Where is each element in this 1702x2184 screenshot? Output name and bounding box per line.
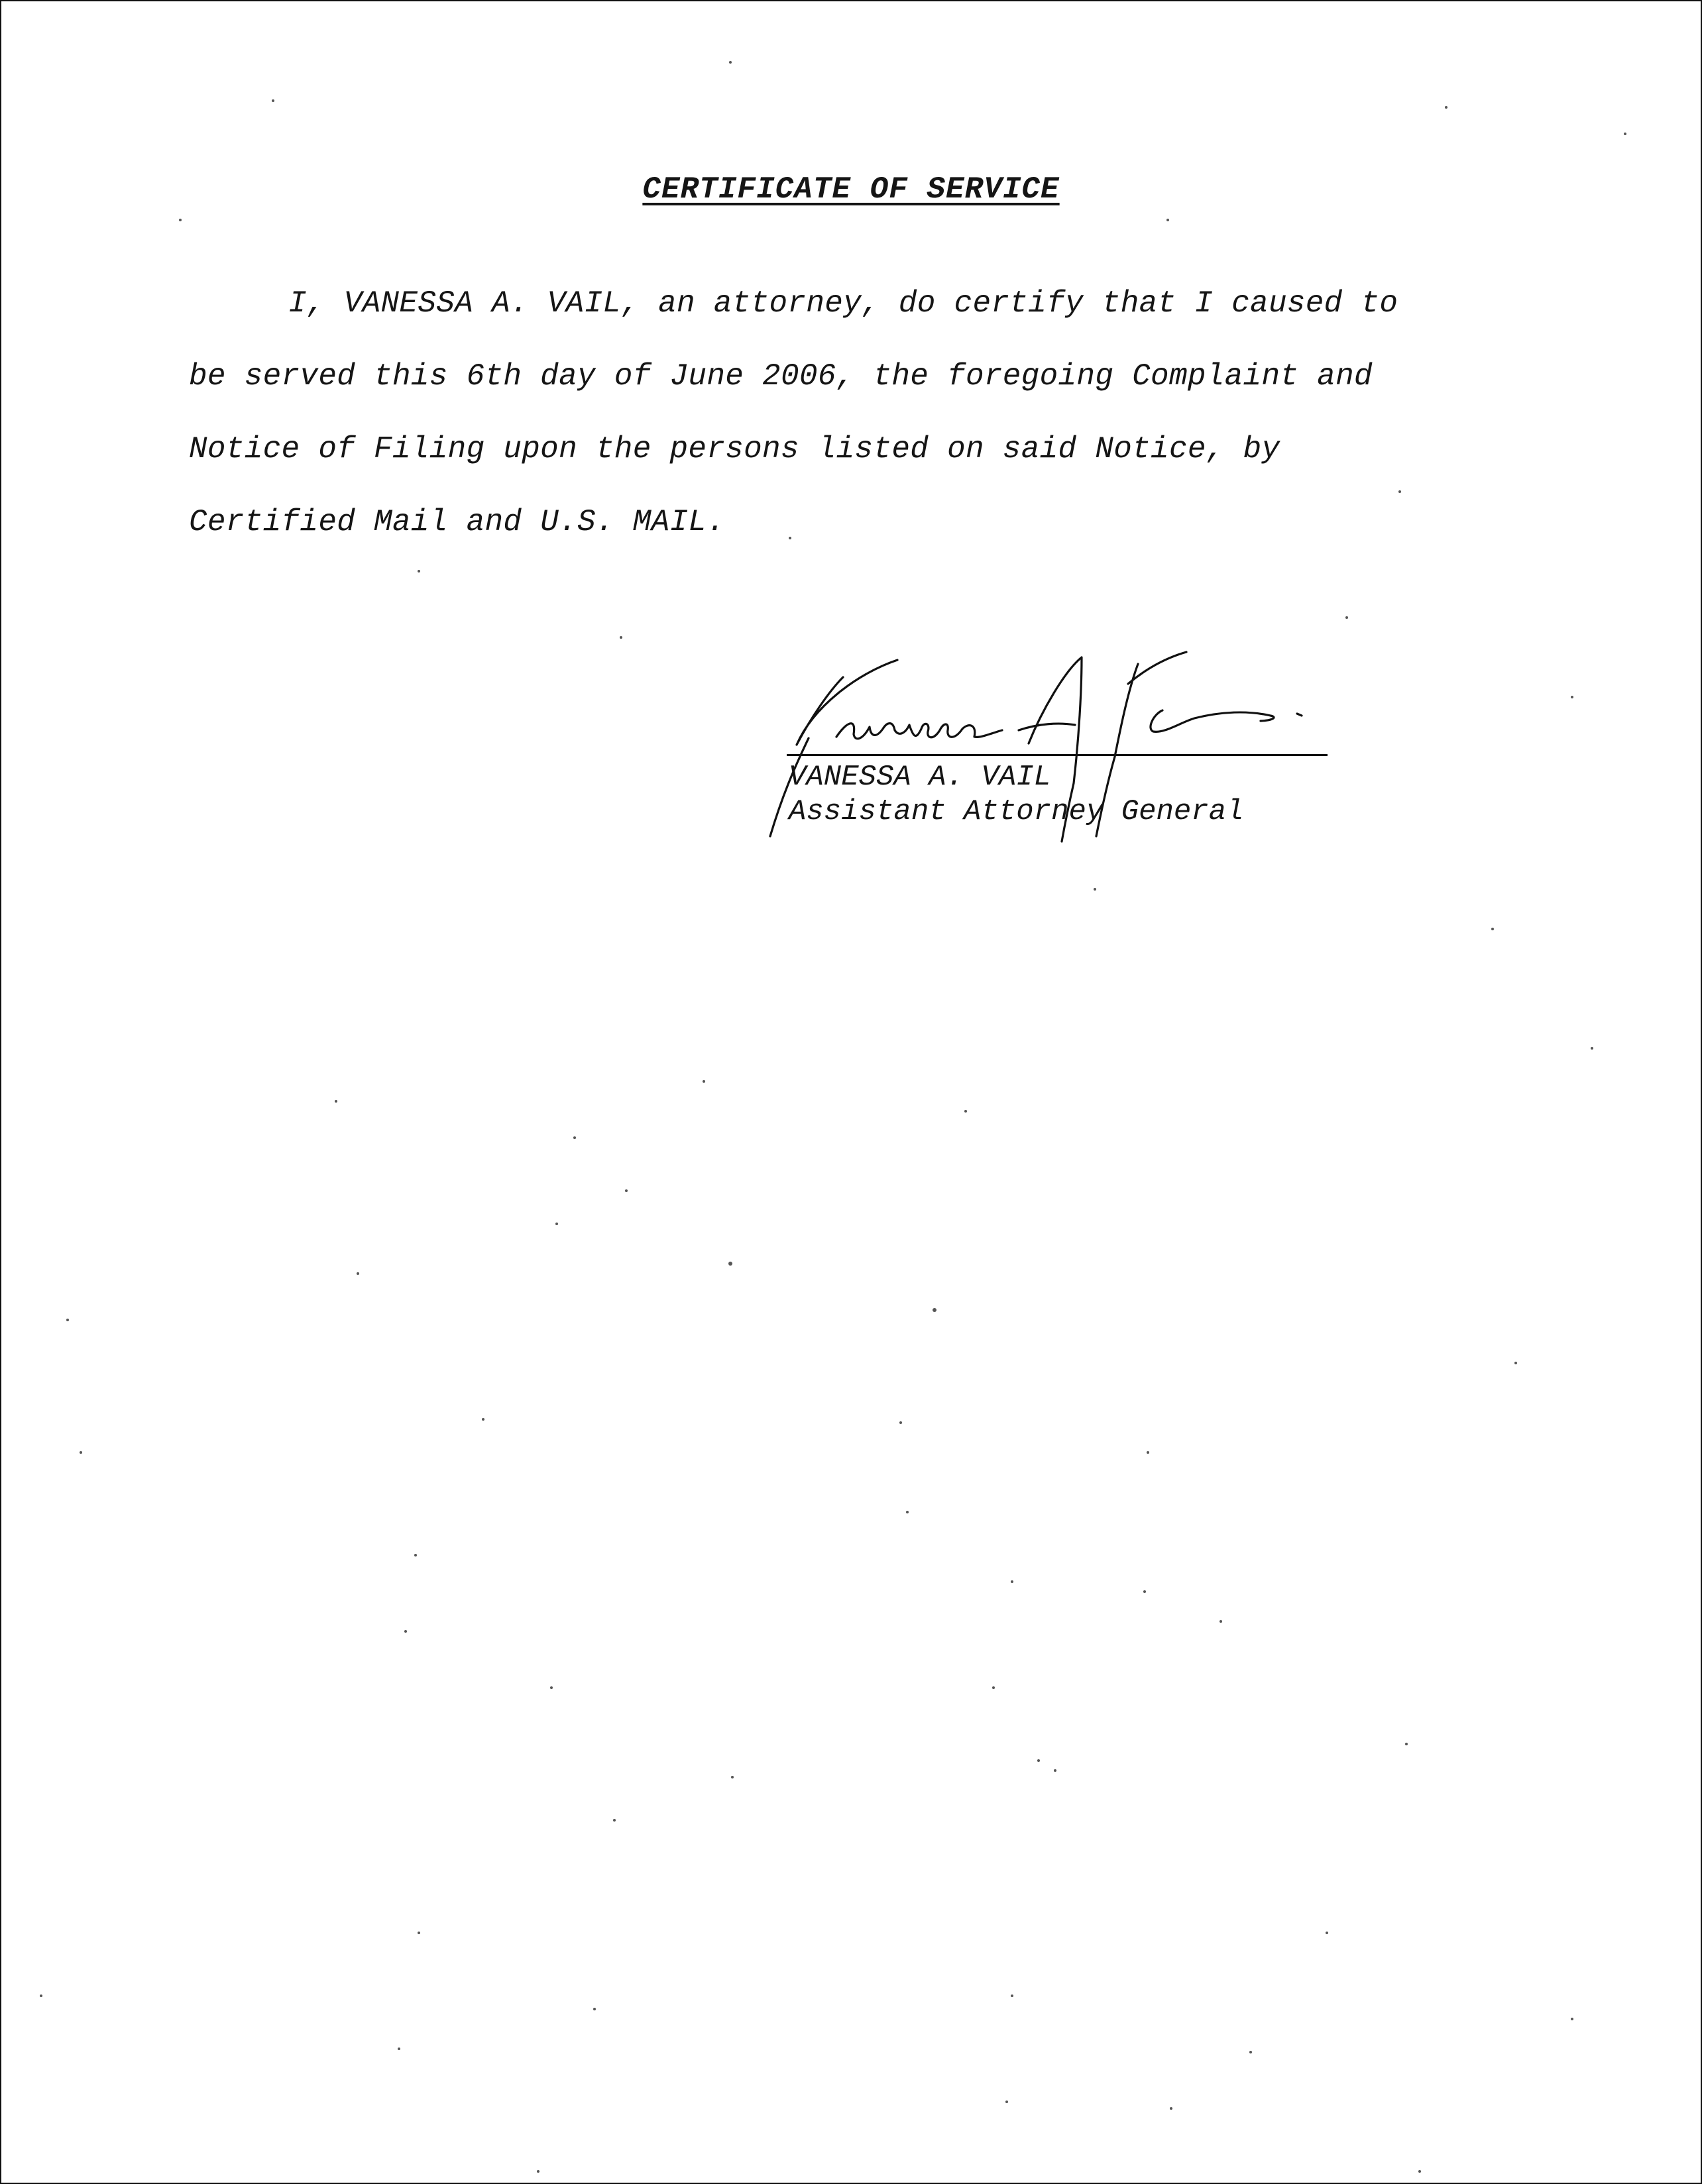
signer-printed-name: VANESSA A. VAIL [789, 761, 1052, 794]
body-line-3: Notice of Filing upon the persons listed on said Notice, by [189, 432, 1280, 466]
body-line-1: I, VANESSA A. VAIL, an attorney, do certify that I caused to [288, 286, 1398, 321]
handwritten-signature [757, 637, 1327, 863]
scan-speckles [1, 1, 1701, 2183]
document-title: CERTIFICATE OF SERVICE [642, 172, 1060, 207]
body-line-4: Certified Mail and U.S. MAIL. [189, 505, 726, 539]
signer-printed-title: Assistant Attorney General [789, 795, 1244, 828]
body-line-2: be served this 6th day of June 2006, the foregoing Complaint and [189, 359, 1373, 394]
